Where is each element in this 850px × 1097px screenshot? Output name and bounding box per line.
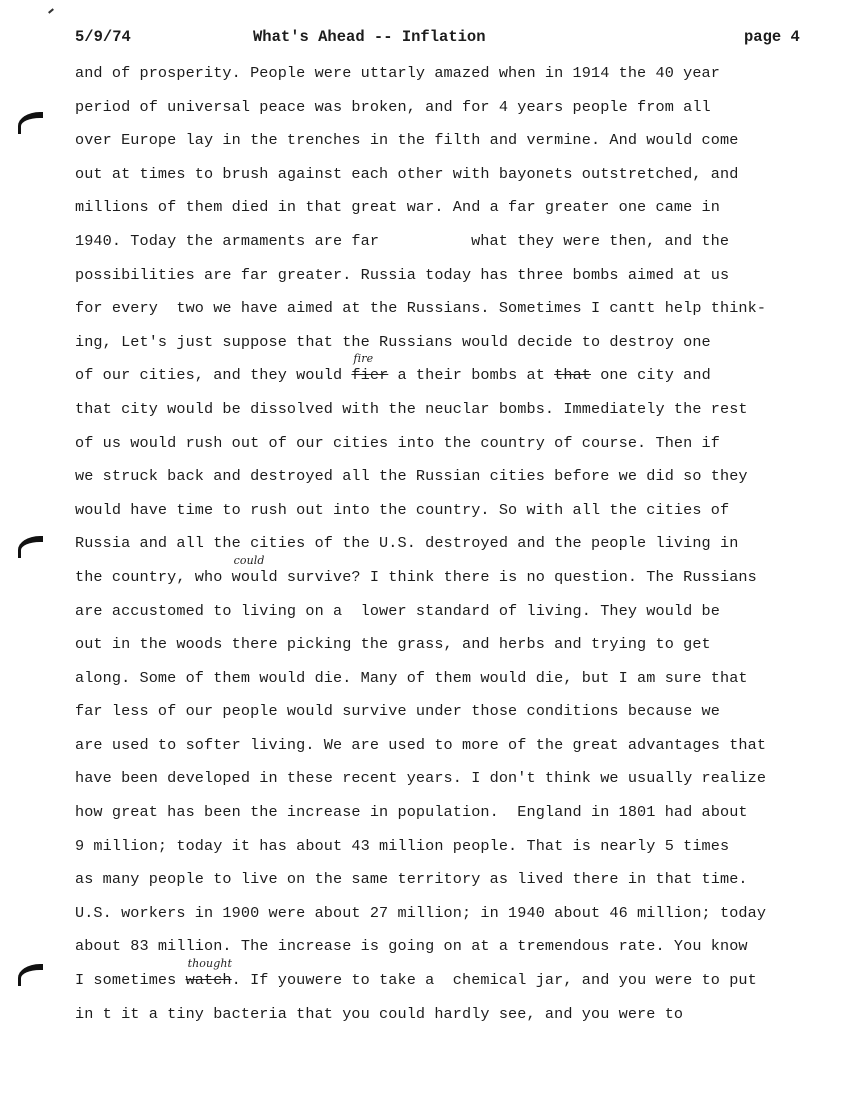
text-line: 9 million; today it has about 43 million people. That is nearly 5 times (75, 836, 730, 855)
text-line: possibilities are far greater. Russia today has three bombs aimed at us (75, 265, 730, 284)
punch-hole-mark (18, 964, 43, 986)
text-segment: survive? I think there is no question. The Russians (277, 567, 757, 586)
header-date: 5/9/74 (75, 28, 131, 46)
body-text (75, 57, 845, 1031)
header-page-number: page 4 (744, 28, 800, 46)
text-line: Russia and all the cities of the U.S. destroyed and the people living in (75, 534, 739, 553)
correction (185, 957, 233, 998)
handwritten-correction: thought (187, 957, 233, 971)
header-title: What's Ahead -- Inflation (253, 28, 486, 46)
text-line: are used to softer living. We are used to more of the great advantages that (75, 735, 767, 754)
pen-tick-mark (48, 8, 54, 13)
text-line: how great has been the increase in population. England in 1801 had about (75, 803, 748, 822)
text-line: have been developed in these recent years. I don't think we usually realize (75, 769, 767, 788)
corrected-word: would (231, 567, 278, 586)
text-segment: 1940. Today the armaments are far (75, 231, 380, 250)
correction (231, 553, 278, 595)
text-line (75, 225, 845, 259)
text-line: over Europe lay in the trenches in the filth and vermine. And would come (75, 131, 739, 150)
text-line: out in the woods there picking the grass, and herbs and trying to get (75, 635, 711, 654)
text-line (75, 553, 845, 595)
page-header (0, 28, 850, 50)
text-line: for every two we have aimed at the Russians. Sometimes I cantt help think- (75, 299, 767, 318)
handwritten-correction: fire (353, 352, 374, 366)
text-line: and of prosperity. People were uttarly amazed when in 1914 the 40 year (75, 64, 720, 82)
text-line (75, 352, 845, 393)
correction (351, 352, 389, 393)
text-line: out at times to brush against each other with bayonets outstretched, and (75, 164, 739, 183)
text-segment: a their bombs at (388, 366, 555, 385)
text-segment: one city and (591, 366, 711, 385)
text-line: we struck back and destroyed all the Russian cities before we did so they (75, 467, 748, 486)
text-line: are accustomed to living on a lower standard of living. They would be (75, 601, 720, 620)
struck-text: watch (185, 971, 232, 990)
text-line: as many people to live on the same territory as lived there in that time. (75, 870, 748, 889)
text-segment: of our cities, and they would (75, 366, 352, 385)
struck-text: fier (351, 366, 389, 385)
text-line: millions of them died in that great war. And a far greater one came in (75, 198, 720, 217)
struck-text: that (554, 366, 591, 385)
punch-hole-mark (18, 536, 43, 558)
text-line (75, 957, 845, 998)
text-line: along. Some of them would die. Many of them would die, but I am sure that (75, 668, 748, 687)
text-line: that city would be dissolved with the neuclar bombs. Immediately the rest (75, 399, 748, 418)
text-line: far less of our people would survive under those conditions because we (75, 702, 720, 721)
handwritten-correction: could (233, 553, 265, 567)
text-line: about 83 million. The increase is going on at a tremendous rate. You know (75, 937, 748, 956)
text-segment: . If youwere to take a chemical jar, and you were to put (231, 971, 757, 990)
text-line: period of universal peace was broken, and for 4 years people from all (75, 97, 711, 116)
text-line: U.S. workers in 1900 were about 27 million; in 1940 about 46 million; today (75, 903, 767, 922)
punch-hole-mark (18, 112, 43, 134)
text-segment: the country, who (75, 567, 232, 586)
text-segment: I sometimes (75, 971, 186, 990)
text-line: of us would rush out of our cities into the country of course. Then if (75, 433, 720, 452)
text-line: in t it a tiny bacteria that you could hardly see, and you were to (75, 1004, 684, 1023)
text-line: would have time to rush out into the country. So with all the cities of (75, 500, 730, 519)
text-line: ing, Let's just suppose that the Russians would decide to destroy one (75, 332, 711, 351)
text-segment: what they were then, and the (471, 231, 730, 250)
